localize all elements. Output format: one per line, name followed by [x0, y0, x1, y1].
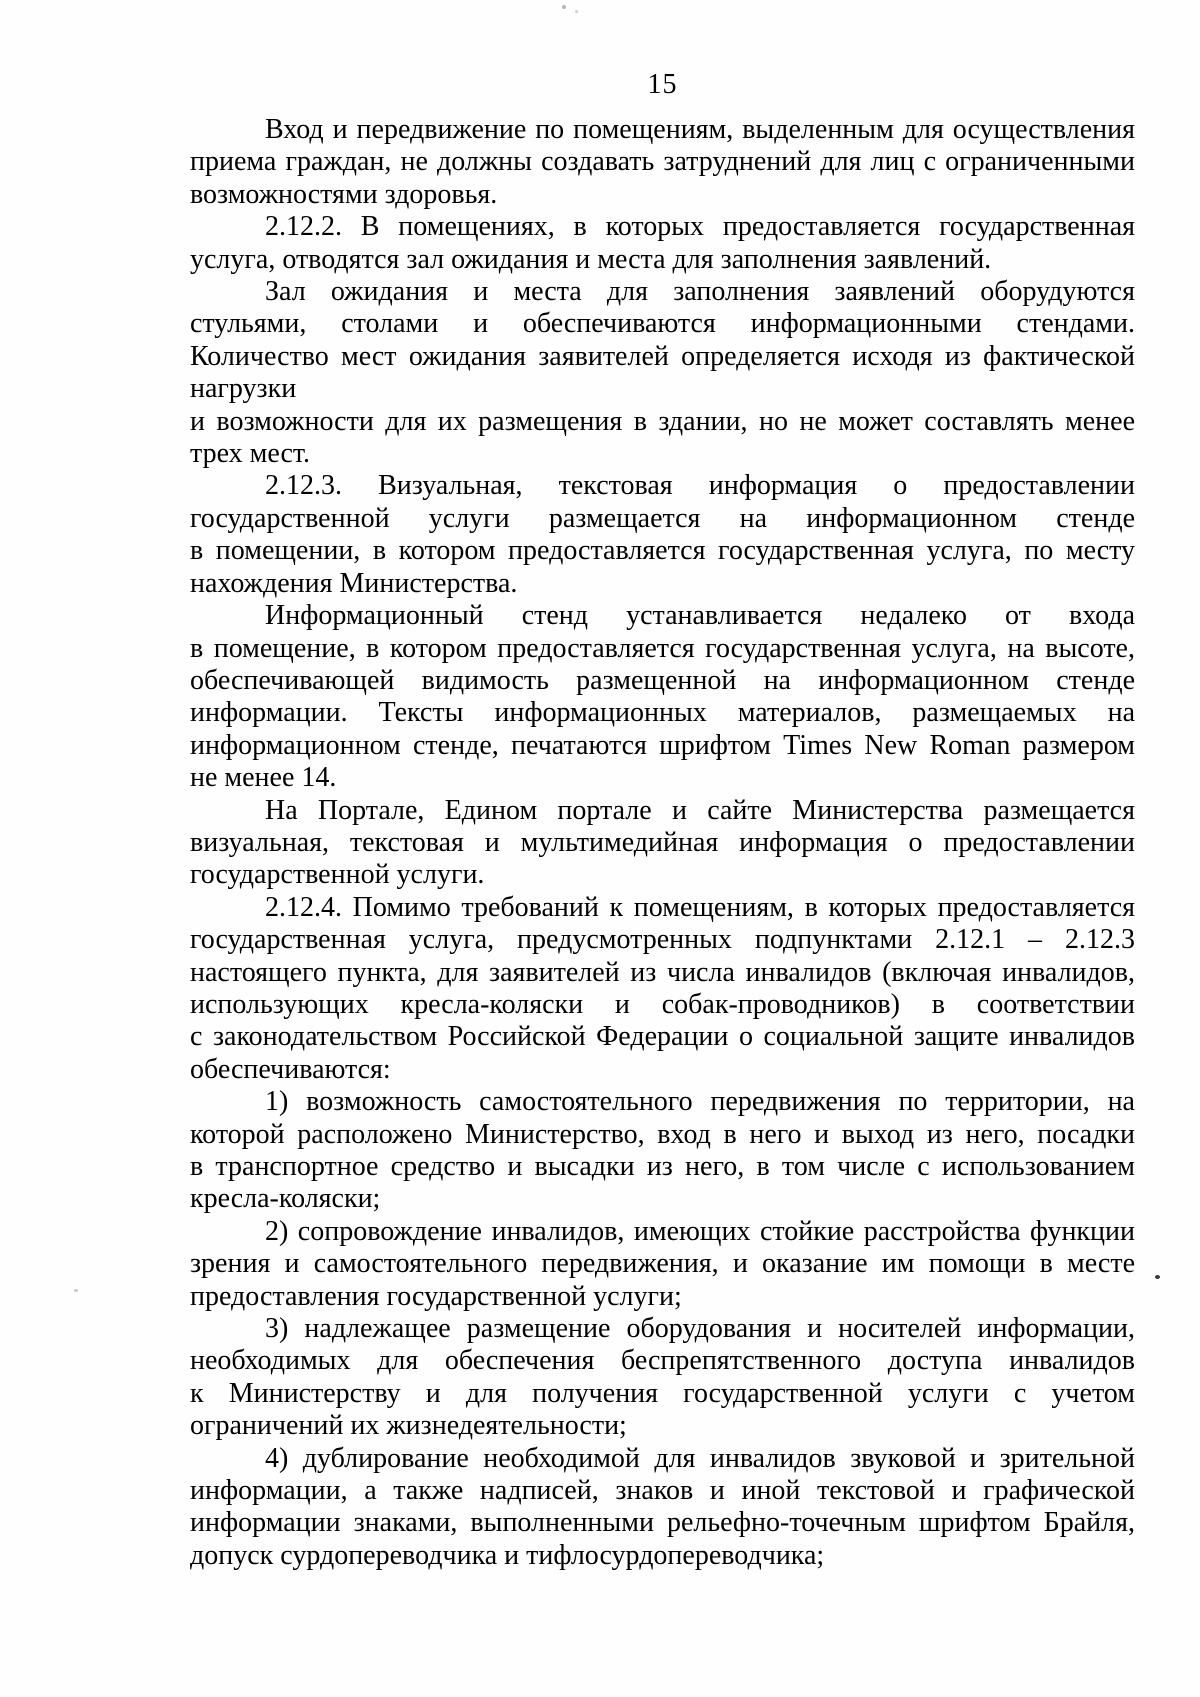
paragraph — [190, 406, 1135, 471]
text-line: Вход и передвижение по помещениям, выделенным для осуществления — [265, 114, 1135, 145]
text-line: 3) надлежащее размещение оборудования и носителей информации, — [265, 1313, 1135, 1345]
text-line: услуга, отводятся зал ожидания и места для заполнения заявлений. — [190, 243, 992, 275]
paragraph — [190, 1313, 1135, 1443]
text-line: визуальная, текстовая и мультимедийная информация о предоставлении — [190, 826, 1135, 858]
text-line: информации, а также надписей, знаков и иной текстовой и графической — [190, 1475, 1135, 1507]
paragraph — [190, 892, 1135, 1086]
text-line: не менее 14. — [190, 762, 337, 794]
scan-speck — [1155, 1275, 1160, 1279]
text-line: которой расположено Министерство, вход в него и выход из него, посадки — [190, 1118, 1135, 1150]
text-line: Информационный стенд устанавливается недалеко от входа — [265, 600, 1135, 632]
text-line: 4) дублирование необходимой для инвалидов звуковой и зрительной — [265, 1442, 1135, 1474]
text-line: кресла-коляски; — [190, 1183, 381, 1215]
text-line: обеспечивающей видимость размещенной на информационном стенде — [190, 664, 1135, 696]
document-body — [190, 114, 1135, 1572]
text-line: информации. Тексты информационных материалов, размещаемых на — [190, 697, 1135, 729]
scan-speck — [575, 10, 578, 13]
text-line: в транспортное средство и высадки из него, в том числе с использованием — [190, 1151, 1135, 1182]
text-line: государственной услуги размещается на информационном стенде — [190, 502, 1135, 534]
text-line: допуск сурдопереводчика и тифлосурдопереводчика; — [190, 1539, 825, 1571]
text-line: 2.12.4. Помимо требований к помещениям, в которых предоставляется — [265, 891, 1135, 923]
text-line: предоставления государственной услуги; — [190, 1280, 682, 1312]
text-line: зрения и самостоятельного передвижения, и оказание им помощи в месте — [190, 1248, 1135, 1280]
scan-speck — [562, 5, 566, 9]
text-line: обеспечиваются: — [190, 1053, 391, 1085]
text-line: нахождения Министерства. — [190, 567, 518, 599]
text-line: Зал ожидания и места для заполнения заявлений оборудуются — [265, 276, 1135, 308]
text-line: государственной услуги. — [190, 859, 485, 891]
text-line: и возможности для их размещения в здании, но не может составлять менее — [190, 405, 1135, 437]
text-line: необходимых для обеспечения беспрепятственного доступа инвалидов — [190, 1345, 1135, 1377]
scan-speck — [74, 1289, 78, 1292]
paragraph — [190, 211, 1135, 276]
text-line: ограничений их жизнедеятельности; — [190, 1410, 627, 1442]
paragraph — [190, 276, 1135, 406]
text-line: с законодательством Российской Федерации о социальной защите инвалидов — [190, 1021, 1135, 1053]
paragraph — [190, 795, 1135, 892]
paragraph — [190, 1443, 1135, 1573]
text-line: 1) возможность самостоятельного передвижения по территории, на — [265, 1086, 1135, 1118]
paragraph — [190, 1086, 1135, 1216]
text-line: в помещении, в котором предоставляется государственная услуга, по месту — [190, 535, 1135, 567]
text-line: стульями, столами и обеспечиваются информационными стендами. — [190, 308, 1135, 340]
text-line: 2.12.2. В помещениях, в которых предоставляется государственная — [265, 211, 1135, 243]
text-line: возможностями здоровья. — [190, 178, 498, 210]
text-line: 2) сопровождение инвалидов, имеющих стойкие расстройства функции — [265, 1215, 1135, 1247]
text-line: трех мест. — [190, 438, 311, 470]
text-line: настоящего пункта, для заявителей из числа инвалидов (включая инвалидов, — [190, 956, 1135, 988]
text-line: государственная услуга, предусмотренных подпунктами 2.12.1 – 2.12.3 — [190, 924, 1135, 956]
paragraph — [190, 1216, 1135, 1313]
text-line: 2.12.3. Визуальная, текстовая информация о предоставлении — [265, 470, 1135, 502]
paragraph — [190, 600, 1135, 794]
text-line: Количество мест ожидания заявителей определяется исходя из фактической — [190, 340, 1135, 372]
text-line: нагрузки — [190, 373, 297, 405]
page-number: 15 — [647, 69, 678, 100]
paragraph — [190, 470, 1135, 600]
text-line: приема граждан, не должны создавать затруднений для лиц с ограниченными — [190, 146, 1135, 178]
text-line: к Министерству и для получения государственной услуги с учетом — [190, 1377, 1135, 1409]
text-line: использующих кресла-коляски и собак-проводников) в соответствии — [190, 988, 1135, 1020]
text-line: информации знаками, выполненными рельефно-точечным шрифтом Брайля, — [190, 1507, 1135, 1539]
text-line: в помещение, в котором предоставляется государственная услуга, на высоте, — [190, 632, 1135, 664]
paragraph — [190, 114, 1135, 211]
text-line: информационном стенде, печатаются шрифтом Times New Roman размером — [190, 729, 1135, 761]
text-line: На Портале, Едином портале и сайте Министерства размещается — [265, 794, 1135, 826]
